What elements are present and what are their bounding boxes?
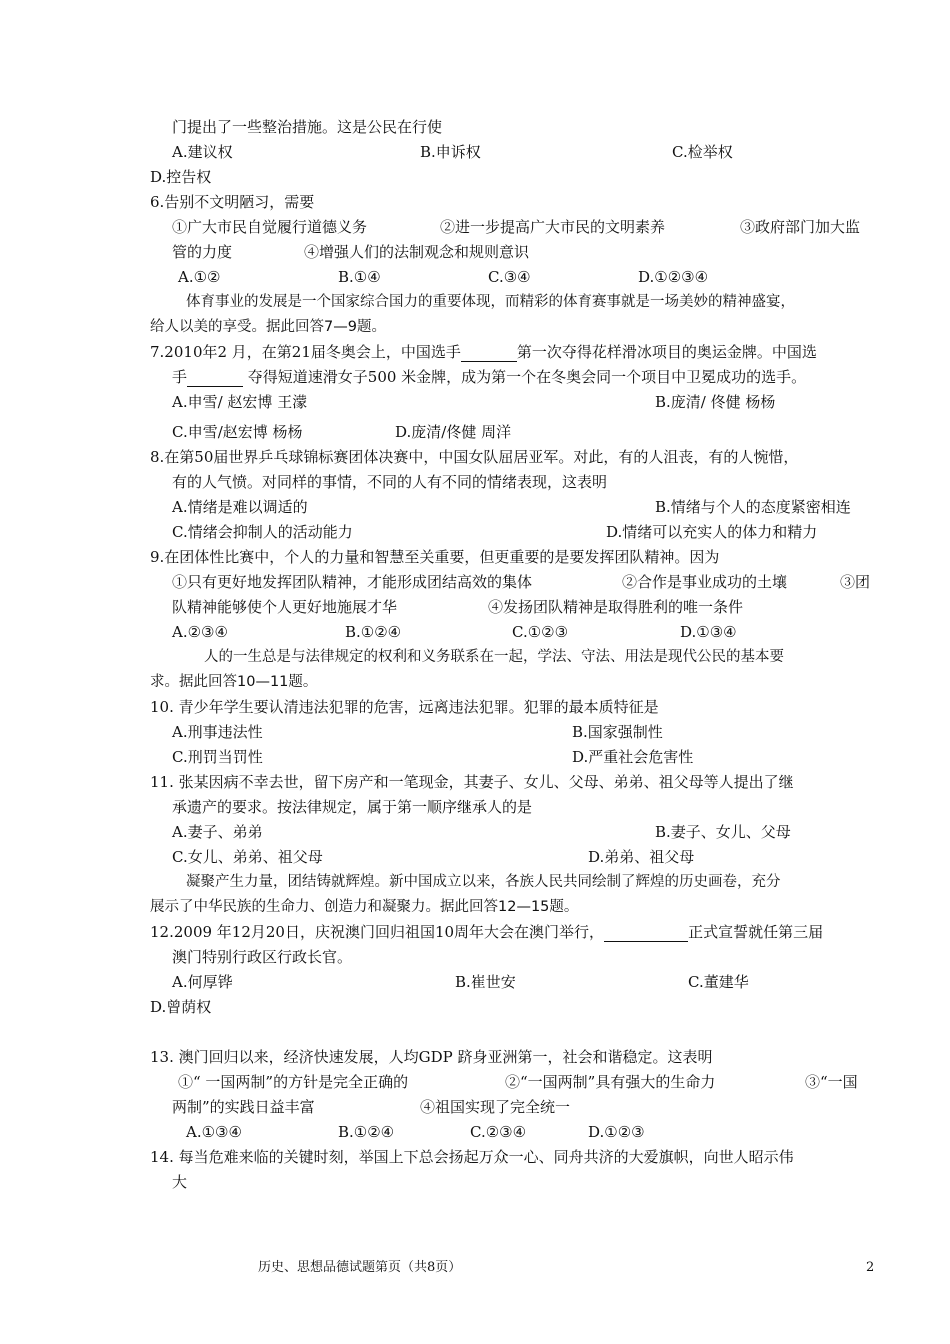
q12-blank: [604, 925, 688, 942]
q8-option-d: D.情绪可以充实人的体力和精力: [606, 523, 818, 541]
q11-option-c: C.女儿、弟弟、祖父母: [172, 848, 323, 866]
q12-option-a: A.何厚铧: [172, 973, 233, 991]
passage-3-line-1: 凝聚产生力量，团结铸就辉煌。新中国成立以来，各族人民共同绘制了辉煌的历史画卷，充分: [186, 874, 781, 890]
q12-option-b: B.崔世安: [455, 973, 516, 991]
page-footer: 历史、思想品德试题第页（共8页）: [258, 1260, 462, 1275]
q6-statement-3-cont: 管的力度: [172, 243, 233, 261]
q12-line-2: 澳门特别行政区行政长官。: [172, 948, 353, 966]
q9-option-d: D.①③④: [680, 623, 737, 641]
q11-option-d: D.弟弟、祖父母: [588, 848, 695, 866]
passage-2-line-1: 人的一生总是与法律规定的权利和义务联系在一起，学法、守法、用法是现代公民的基本要: [204, 649, 784, 665]
q11-line-2: 承遗产的要求。按法律规定，属于第一顺序继承人的是: [172, 798, 533, 816]
q6-option-a: A.①②: [178, 268, 221, 286]
q13-option-b: B.①②④: [338, 1123, 395, 1141]
q11-line-1: 11. 张某因病不幸去世，留下房产和一笔现金，其妻子、女儿、父母、弟弟、祖父母等人提出了继: [150, 773, 794, 791]
q5-option-c: C.检举权: [672, 143, 733, 161]
q13-stem: 13. 澳门回归以来，经济快速发展，人均GDP 跻身亚洲第一，社会和谐稳定。这表明: [150, 1048, 713, 1066]
q6-statement-4: ④增强人们的法制观念和规则意识: [304, 243, 530, 261]
q13-option-c: C.②③④: [470, 1123, 527, 1141]
q5-option-d: D.控告权: [150, 168, 212, 186]
q6-statement-3: ③政府部门加大监: [740, 218, 861, 236]
q12-option-d: D.曾荫权: [150, 998, 212, 1016]
q10-option-c: C.刑罚当罚性: [172, 748, 263, 766]
q9-stem: 9.在团体性比赛中，个人的力量和智慧至关重要，但更重要的是要发挥团队精神。因为: [150, 548, 720, 566]
q8-line-1: 8.在第50届世界乒乓球锦标赛团体决赛中，中国女队屈居亚军。对此，有的人沮丧，有的人惋惜，: [150, 448, 799, 466]
q6-statement-2: ②进一步提高广大市民的文明素养: [440, 218, 666, 236]
q9-statement-3-cont: 队精神能够使个人更好地施展才华: [172, 598, 398, 616]
q7-line-2: 手 夺得短道速滑女子500 米金牌，成为第一个在冬奥会同一个项目中卫冕成功的选手。: [172, 368, 807, 386]
q5-option-b: B.申诉权: [420, 143, 481, 161]
q5-option-a: A.建议权: [172, 143, 233, 161]
q9-option-a: A.②③④: [172, 623, 228, 641]
passage-1-line-2: 给人以美的享受。据此回答7—9题。: [150, 319, 386, 335]
q9-statement-3: ③团: [840, 573, 871, 591]
q7-option-b: B.庞清/ 佟健 杨杨: [655, 393, 776, 411]
q11-option-b: B.妻子、女儿、父母: [655, 823, 791, 841]
q8-option-b: B.情绪与个人的态度紧密相连: [655, 498, 851, 516]
q8-line-2: 有的人气愤。对同样的事情，不同的人有不同的情绪表现，这表明: [172, 473, 608, 491]
q14-line-2: 大: [172, 1173, 188, 1191]
q10-option-d: D.严重社会危害性: [572, 748, 694, 766]
q7-line-1: 7.2010年2 月，在第21届冬奥会上，中国选手 第一次夺得花样滑冰项目的奥运金牌。中国选: [150, 343, 817, 361]
q9-option-c: C.①②③: [512, 623, 569, 641]
q7-blank-2: [187, 370, 243, 387]
q13-statement-1: ①“ 一国两制”的方针是完全正确的: [178, 1073, 409, 1091]
q10-stem: 10. 青少年学生要认清违法犯罪的危害，远离违法犯罪。犯罪的最本质特征是: [150, 698, 659, 716]
q6-option-d: D.①②③④: [638, 268, 709, 286]
q13-option-d: D.①②③: [588, 1123, 645, 1141]
q7-option-d: D.庞清/佟健 周洋: [395, 423, 512, 441]
page-number: 2: [866, 1260, 875, 1275]
q13-option-a: A.①③④: [186, 1123, 242, 1141]
q7-option-a: A.申雪/ 赵宏博 王濛: [172, 393, 308, 411]
q9-option-b: B.①②④: [345, 623, 402, 641]
q6-statement-1: ①广大市民自觉履行道德义务: [172, 218, 368, 236]
q7-option-c: C.申雪/赵宏博 杨杨: [172, 423, 303, 441]
q10-option-a: A.刑事违法性: [172, 723, 263, 741]
q9-statement-1: ①只有更好地发挥团队精神，才能形成团结高效的集体: [172, 573, 533, 591]
q9-statement-4: ④发扬团队精神是取得胜利的唯一条件: [488, 598, 744, 616]
passage-3-line-2: 展示了中华民族的生命力、创造力和凝聚力。据此回答12—15题。: [150, 899, 579, 915]
q6-stem: 6.告别不文明陋习，需要: [150, 193, 315, 211]
q14-line-1: 14. 每当危难来临的关键时刻，举国上下总会扬起万众一心、同舟共济的大爱旗帜，向世人昭示伟: [150, 1148, 794, 1166]
q12-line-1: 12.2009 年12月20日，庆祝澳门回归祖国10周年大会在澳门举行， 正式宣誓就任第三届: [150, 923, 824, 941]
q7-blank-1: [461, 345, 517, 362]
q10-option-b: B.国家强制性: [572, 723, 663, 741]
q5-stem-tail: 门提出了一些整治措施。这是公民在行使: [172, 118, 443, 136]
q6-option-b: B.①④: [338, 268, 381, 286]
q9-statement-2: ②合作是事业成功的土壤: [622, 573, 788, 591]
q13-statement-3: ③“一国: [805, 1073, 858, 1091]
q13-statement-3-cont: 两制”的实践日益丰富: [172, 1098, 315, 1116]
q13-statement-2: ②“一国两制”具有强大的生命力: [505, 1073, 716, 1091]
q8-option-a: A.情绪是难以调适的: [172, 498, 308, 516]
passage-1-line-1: 体育事业的发展是一个国家综合国力的重要体现，而精彩的体育赛事就是一场美妙的精神盛宴，: [186, 294, 795, 310]
q12-option-c: C.董建华: [688, 973, 749, 991]
passage-2-line-2: 求。据此回答10—11题。: [150, 674, 318, 690]
q8-option-c: C.情绪会抑制人的活动能力: [172, 523, 353, 541]
q13-statement-4: ④祖国实现了完全统一: [420, 1098, 571, 1116]
q11-option-a: A.妻子、弟弟: [172, 823, 263, 841]
q6-option-c: C.③④: [488, 268, 531, 286]
